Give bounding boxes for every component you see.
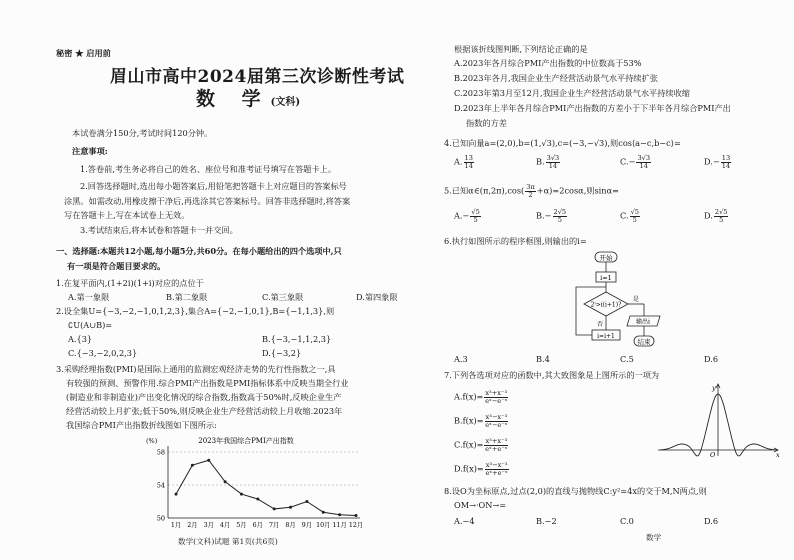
chart-point <box>322 511 325 514</box>
chart-xtick-label: 6月 <box>252 522 263 529</box>
q5-option-b: B.− $\frac{2√5}{5}$ <box>536 208 567 224</box>
q6-stem: 6.执行如图所示的程序框图,则输出的i= <box>444 236 587 246</box>
chart-ytick-label: 58 <box>156 448 165 457</box>
q7-origin: O <box>710 451 716 458</box>
q8-stem: OM→·ON→= <box>454 500 507 510</box>
q7-function-graph <box>656 380 782 458</box>
q6-flowchart <box>570 250 670 352</box>
chart-point <box>338 513 341 516</box>
chart-points <box>175 459 358 517</box>
subject-title <box>196 88 301 110</box>
q3-text: 经营活动较上月扩张;低于50%,则反映企业生产经营活动较上月收缩.2023年 <box>66 406 343 416</box>
chart-axes <box>168 446 360 518</box>
flow-yes-text: 是 <box>633 296 640 303</box>
right-column <box>440 0 794 560</box>
q1-option: D.第四象限 <box>356 292 398 302</box>
q2-option: A.{3} <box>68 334 93 344</box>
q3-option: 指数的方差 <box>466 118 507 128</box>
notice-title: 注意事项: <box>72 146 108 156</box>
q4-option-b: B. $\frac{3√3}{14}$ <box>536 154 560 170</box>
footer-left: 数学(文科)试题 第1页(共6页) <box>178 537 278 546</box>
chart-title: 2023年我国综合PMI产出指数 <box>198 437 294 445</box>
chart-xtick-label: 10月 <box>316 522 331 529</box>
chart-xtick-label: 12月 <box>348 522 364 529</box>
notice-line: 1.答卷前,考生务必将自己的姓名、座位号和准考证号填写在答题卡上。 <box>80 164 337 174</box>
q1-option: A.第一象限 <box>68 292 110 302</box>
flow-end-text: 结束 <box>637 338 651 346</box>
chart-xtick-label: 11月 <box>332 522 347 529</box>
q1-option: B.第二象限 <box>166 292 208 302</box>
notice-line: 3.考试结束后,将本试卷和答题卡一并交回。 <box>80 225 238 235</box>
notice-line: 2.回答选择题时,选出每小题答案后,用铅笔把答题卡上对应题目的答案标号 <box>80 181 347 191</box>
chart-series-line <box>176 460 356 515</box>
chart-xtick-label: 4月 <box>219 522 231 529</box>
chart-point <box>305 500 308 503</box>
q6-option: A.3 <box>454 354 468 364</box>
section-heading: 有一项是符合题目要求的。 <box>67 261 166 271</box>
chart-point <box>256 498 259 501</box>
q2-option: C.{−3,−2,0,2,3} <box>68 348 138 358</box>
flow-start-text: 开始 <box>599 254 613 262</box>
chart-xtick-label: 7月 <box>269 522 280 529</box>
chart-xtick-label: 5月 <box>236 522 247 529</box>
chart-grid <box>168 452 360 518</box>
q5-option-a: A.− $\frac{√5}{5}$ <box>454 208 480 224</box>
chart-point <box>240 493 243 496</box>
chart-xtick-label: 3月 <box>203 522 214 529</box>
chart-xtick-label: 9月 <box>301 522 313 529</box>
q5-stem: 5.已知α∈(π,2π),cos( $\frac{3\pi}{2}$ +α)=2cosα,则sinα= <box>444 183 619 199</box>
flow-no-text: 否 <box>597 321 604 328</box>
flow-init-text: i=1 <box>600 274 612 282</box>
q4-stem: 4.已知向量a=(2,0),b=(1,√3),c=(−3,−√3),则cos⟨a−c,b−c⟩= <box>444 138 681 148</box>
q4-option-c: C.− $\frac{3√3}{14}$ <box>620 154 651 170</box>
subject-name: 数 学 <box>196 88 271 110</box>
flow-cond-text: 2ⁱ>i(i+1)? <box>590 301 622 309</box>
q8-option: A.−4 <box>454 516 475 526</box>
q8-option: C.0 <box>620 516 634 526</box>
q5-option-c: C. $\frac{√5}{5}$ <box>620 208 639 224</box>
chart-xtick-label: 2月 <box>187 522 198 529</box>
chart-xticks <box>171 521 363 529</box>
q2-option: B.{−3,−1,1,2,3} <box>262 334 332 344</box>
notice-line: 写在答题卡上,写在本试卷上无效。 <box>64 210 190 220</box>
chart-point <box>273 507 276 510</box>
q2-stem: 2.设全集U={−3,−2,−1,0,1,2,3},集合A={−2,−1,0,1},B={−1,1,3},则 <box>56 306 335 316</box>
q4-option-a: A. $\frac{13}{14}$ <box>454 154 473 170</box>
chart-point <box>207 459 210 462</box>
q3-option: B.2023年各月,我国企业生产经营活动景气水平持续扩张 <box>454 73 658 83</box>
q8-stem: 8.设O为坐标原点,过点(2,0)的直线与抛物线C:y²=4x的交于M,N两点,则 <box>444 486 707 496</box>
chart-xtick-label: 8月 <box>285 522 296 529</box>
q7-option-d: D.f(x)= $\frac{\text{x³−x⁻³}}{\text{eˣ+e⁻ˣ}}$ <box>454 461 508 477</box>
footer-right: 数学 <box>646 533 662 542</box>
chart-ytick-label: 50 <box>156 514 165 523</box>
secret-label: 秘密 ★ 启用前 <box>56 48 111 58</box>
chart-point <box>191 464 194 467</box>
chart-point <box>289 506 292 509</box>
section-heading: 一、选择题:本题共12小题,每小题5分,共60分。在每小题给出的四个选项中,只 <box>56 246 342 256</box>
q3-text: 我国综合PMI产出指数折线图如下图所示: <box>66 420 217 430</box>
q3-text: 3.采购经理指数(PMI)是国际上通用的监测宏观经济走势的先行性指数之一,具 <box>56 364 336 374</box>
notice-line: 涂黑。如需改动,用橡皮擦干净后,再选涂其它答案标号。回答非选择题时,将答案 <box>64 196 351 206</box>
q3-stem: 根据该折线图判断,下列结论正确的是 <box>454 44 588 54</box>
exam-title: 眉山市高中2024届第三次诊断性考试 <box>110 67 405 87</box>
q7-axis-y: y <box>712 384 716 392</box>
q6-option: C.5 <box>620 354 634 364</box>
q6-option: B.4 <box>536 354 550 364</box>
flow-output-text: 输出i <box>636 318 650 326</box>
chart-point <box>355 514 358 517</box>
q1-option: C.第三象限 <box>262 292 304 302</box>
q7-option-c: C.f(x)= $\frac{\text{x³+x⁻³}}{\text{eˣ+e⁻ˣ}}$ <box>454 437 508 453</box>
q3-option: D.2023年上半年各月综合PMI产出指数的方差小于下半年各月综合PMI产出 <box>454 103 731 113</box>
q3-option: C.2023年第3月至12月,我国企业生产经营活动景气水平持续收缩 <box>454 88 690 98</box>
q7-axis-x: x <box>776 451 780 458</box>
q8-option: B.−2 <box>536 516 557 526</box>
q3-option: A.2023年各月综合PMI产出指数的中位数高于53% <box>454 58 642 68</box>
q7-option-a: A.f(x)= $\frac{\text{x³+x⁻³}}{\text{eˣ−e⁻ˣ}}$ <box>454 389 508 405</box>
chart-point <box>224 480 227 483</box>
chart-ytick-label: 54 <box>156 481 165 490</box>
q2-option: D.{−3,2} <box>262 348 302 358</box>
q3-text: (制造业和非制造业)产出变化情况的综合指数,指数高于50%时,反映企业生产 <box>66 392 342 402</box>
pmi-line-chart <box>138 432 370 530</box>
subject-note: (文科) <box>270 97 301 108</box>
q4-option-d: D.− $\frac{13}{14}$ <box>704 154 731 170</box>
q1-stem: 1.在复平面内,(1+2i)(1+i)对应的点位于 <box>56 278 204 288</box>
flow-update-text: i=i+1 <box>597 333 615 340</box>
exam-info: 本试卷满分150分,考试时间120分钟。 <box>72 128 213 138</box>
chart-ylabel: (%) <box>146 437 158 445</box>
chart-point <box>175 493 178 496</box>
q2-stem: ∁U(A∪B)= <box>68 320 113 330</box>
q6-option: D.6 <box>704 354 719 364</box>
q7-stem: 7.下列各选项对应的函数中,其大致图象是上图所示的一项为 <box>444 370 660 380</box>
q5-option-d: D. $\frac{2√5}{5}$ <box>704 208 728 224</box>
q3-text: 有较强的预测、预警作用.综合PMI产出指数是PMI指标体系中反映当期全行业 <box>66 378 349 388</box>
q7-option-b: B.f(x)= $\frac{\text{x³−x⁻³}}{\text{eˣ−e⁻ˣ}}$ <box>454 413 508 429</box>
chart-yticks <box>157 449 165 523</box>
q8-option: D.6 <box>704 516 719 526</box>
chart-xtick-label: 1月 <box>170 522 182 529</box>
